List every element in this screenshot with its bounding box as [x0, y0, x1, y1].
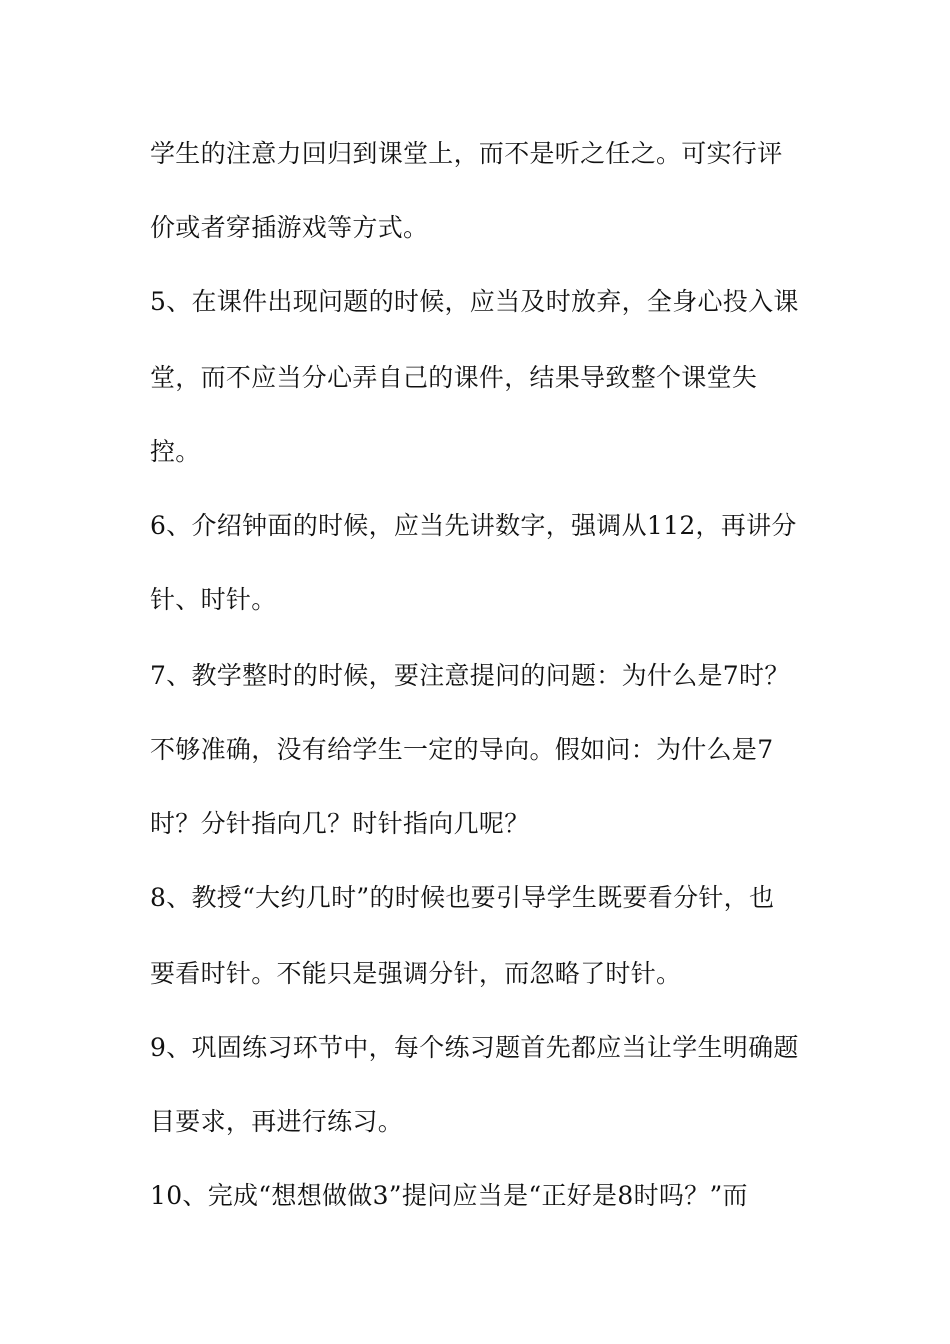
- text-line: 目要求，再进行练习。: [150, 1107, 404, 1136]
- text-line: 控。: [150, 437, 201, 466]
- text-line: 不够准确，没有给学生一定的导向。假如问：为什么是7: [150, 735, 774, 764]
- text-line: 堂，而不应当分心弄自己的课件，结果导致整个课堂失: [150, 363, 758, 392]
- text-line: 价或者穿插游戏等方式。: [150, 213, 429, 242]
- text-line: 学生的注意力回归到课堂上，而不是听之任之。可实行评: [150, 139, 783, 168]
- text-line: 9、巩固练习环节中，每个练习题首先都应当让学生明确题: [150, 1033, 799, 1062]
- text-line: 5、在课件出现问题的时候，应当及时放弃，全身心投入课: [150, 287, 799, 316]
- text-line: 要看时针。不能只是强调分针，而忽略了时针。: [150, 959, 682, 988]
- text-line: 时？分针指向几？时针指向几呢？: [150, 809, 530, 838]
- text-line: 6、介绍钟面的时候，应当先讲数字，强调从112，再讲分: [150, 511, 797, 540]
- text-line: 7、教学整时的时候，要注意提问的问题：为什么是7时？: [150, 661, 790, 690]
- text-line: 针、时针。: [150, 585, 277, 614]
- text-line: 10、完成“想想做做3”提问应当是“正好是8时吗？”而: [150, 1181, 748, 1210]
- text-line: 8、教授“大约几时”的时候也要引导学生既要看分针，也: [150, 883, 775, 912]
